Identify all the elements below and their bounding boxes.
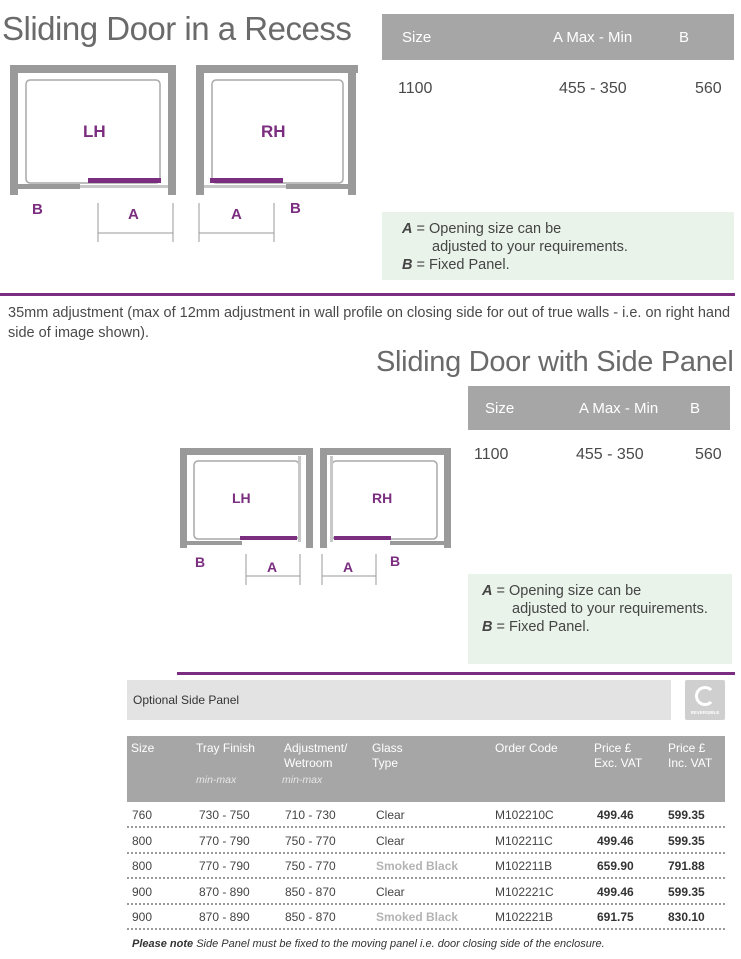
diagram-recess-lh (10, 65, 180, 245)
spec2-size: 1100 (474, 446, 509, 463)
th-size: Size (131, 741, 155, 755)
cell-code: M102211B (495, 859, 553, 873)
spec2-header-size: Size (485, 399, 515, 417)
cell-code: M102221C (495, 884, 554, 899)
cell-exc: 499.46 (597, 808, 634, 822)
th-adj-sub: min-max (282, 774, 323, 786)
note1-a-text: = Opening size can be (412, 221, 562, 237)
side-panel-title: Optional Side Panel (133, 693, 240, 707)
table-row (127, 880, 725, 905)
diagram1-rh-a: A (231, 206, 242, 223)
note1-a-line2: adjusted to your requirements. (432, 239, 628, 255)
cell-adj: 750 - 770 (285, 833, 336, 848)
cell-glass: Smoked Black (376, 859, 459, 873)
spec2-b: 560 (695, 446, 722, 463)
diagram2-rh-b: B (390, 553, 401, 569)
spec2-header-a: A Max - Min (579, 399, 659, 417)
reversible-label: REVERSIBLE (690, 710, 720, 715)
divider-1 (0, 293, 735, 296)
section2-spec-row (468, 446, 730, 466)
spec-header-size: Size (402, 28, 432, 46)
cell-code: M102221B (495, 910, 554, 924)
cell-adj: 750 - 770 (285, 859, 336, 873)
th-tray: Tray Finish (196, 741, 255, 755)
table-row (127, 829, 725, 854)
diagram-sidepanel-rh (318, 448, 453, 588)
diagram2-lh-label: LH (232, 490, 251, 506)
footnote-bold: Please note (132, 938, 194, 950)
spec-b: 560 (695, 80, 722, 97)
cell-code: M102210C (495, 808, 554, 822)
section1-note (382, 212, 734, 280)
cell-glass: Clear (376, 833, 405, 848)
table-row (127, 905, 725, 930)
diagram1-lh-label: LH (83, 122, 106, 141)
th-code: Order Code (495, 741, 558, 755)
th-tray-sub: min-max (196, 774, 237, 786)
cell-size: 800 (132, 859, 153, 873)
cell-tray: 730 - 750 (199, 808, 250, 822)
table-row (127, 803, 725, 828)
cell-size: 800 (132, 833, 153, 848)
side-panel-table-header (127, 736, 725, 802)
diagram2-rh-label: RH (372, 490, 393, 506)
note2-b-letter: B (482, 619, 493, 635)
diagram1-lh-b: B (32, 201, 43, 218)
cell-exc: 691.75 (597, 910, 634, 924)
note2-a-line (482, 582, 732, 600)
section2-note (468, 574, 732, 664)
cell-inc: 599.35 (668, 884, 705, 899)
diagram1-lh-a: A (128, 206, 139, 223)
cell-adj: 710 - 730 (285, 808, 336, 822)
cell-glass: Clear (376, 808, 405, 822)
spec2-header-b: B (690, 399, 701, 417)
cell-glass: Smoked Black (376, 910, 459, 924)
diagram-recess-rh (196, 65, 366, 245)
section2-title: Sliding Door with Side Panel (376, 346, 734, 378)
note1-a-line (402, 220, 734, 238)
diagram2-rh-a: A (343, 559, 354, 575)
spec-a: 455 - 350 (559, 80, 627, 97)
th-inc: Price £ Inc. VAT (668, 741, 713, 770)
spec-header-a: A Max - Min (553, 28, 633, 46)
note1-b-letter: B (402, 257, 413, 273)
section1-spec-header (382, 14, 734, 60)
note1-b-text: = Fixed Panel. (412, 257, 510, 273)
diagram1-rh-label: RH (261, 122, 286, 141)
th-exc: Price £ Exc. VAT (594, 741, 643, 770)
cell-inc: 791.88 (668, 859, 705, 873)
divider-2 (177, 672, 735, 675)
th-glass: Glass Type (372, 741, 403, 770)
note1-b-line (402, 256, 734, 274)
cell-inc: 599.35 (668, 833, 705, 848)
cell-tray: 770 - 790 (199, 833, 250, 848)
note1-a-letter: A (402, 221, 413, 237)
cell-tray: 870 - 890 (199, 884, 250, 899)
diagram2-lh-b: B (195, 554, 206, 570)
diagram2-lh-a: A (267, 559, 278, 575)
cell-size: 900 (132, 910, 153, 924)
side-panel-footnote (132, 938, 605, 950)
cell-size: 900 (132, 884, 153, 899)
spec2-a: 455 - 350 (576, 446, 644, 463)
cell-code: M102211C (495, 833, 553, 848)
footnote-text: Side Panel must be fixed to the moving panel i.e. door closing side of the enclosure. (193, 938, 605, 950)
note2-b-line (482, 618, 732, 636)
cell-exc: 659.90 (597, 859, 634, 873)
cell-inc: 599.35 (668, 808, 705, 822)
cell-exc: 499.46 (597, 833, 634, 848)
note2-b-text: = Fixed Panel. (492, 619, 590, 635)
cell-inc: 830.10 (668, 910, 705, 924)
cell-tray: 770 - 790 (199, 859, 250, 873)
note2-a-line2: adjusted to your requirements. (512, 601, 708, 617)
side-panel-title-bar (127, 680, 671, 720)
th-adj: Adjustment/ Wetroom (284, 741, 348, 770)
note2-a-text: = Opening size can be (492, 583, 642, 599)
spec-header-b: B (679, 28, 690, 46)
spec-size: 1100 (398, 80, 433, 97)
reversible-arrow-icon (695, 686, 715, 706)
section1-title: Sliding Door in a Recess (2, 10, 352, 47)
cell-adj: 850 - 870 (285, 910, 336, 924)
cell-adj: 850 - 870 (285, 884, 336, 899)
diagram1-rh-b: B (290, 200, 301, 217)
adjustment-text: 35mm adjustment (max of 12mm adjustment in wall profile on closing side for out of true walls - i.e. on right hand side of image shown). (8, 305, 731, 341)
cell-size: 760 (132, 808, 153, 822)
cell-exc: 499.46 (597, 884, 634, 899)
table-row (127, 854, 725, 879)
cell-tray: 870 - 890 (199, 910, 250, 924)
section2-spec-header (468, 386, 730, 430)
cell-glass: Clear (376, 884, 405, 899)
note2-a-letter: A (482, 583, 493, 599)
reversible-icon (685, 680, 725, 720)
section1-spec-row (382, 80, 734, 100)
